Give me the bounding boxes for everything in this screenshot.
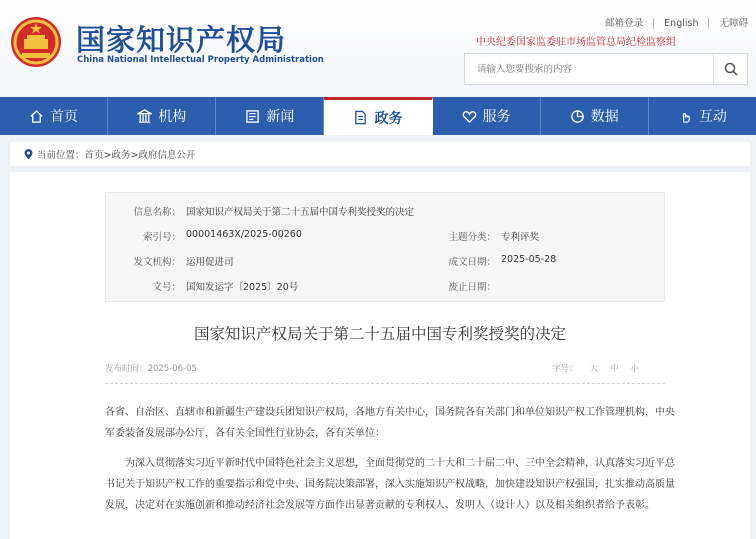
search-button[interactable] — [713, 54, 747, 84]
article-title: 国家知识产权局关于第二十五届中国专利奖授奖的决定 — [193, 325, 566, 343]
location-pin-icon — [24, 149, 33, 160]
nav-item-home[interactable] — [0, 97, 108, 135]
info-docno-label: 文号： — [152, 282, 181, 293]
nav-item-interaction[interactable] — [649, 97, 756, 135]
info-name-label: 信息名称： — [133, 207, 181, 218]
newspaper-icon — [245, 109, 260, 124]
nav-item-data[interactable] — [541, 97, 649, 135]
nav-label: 政务 — [374, 110, 403, 127]
accessibility-link[interactable]: 无障碍 — [719, 18, 748, 29]
article-paragraph-body: 为深入贯彻落实习近平新时代中国特色社会主义思想，全面贯彻党的二十大和二十届二中、三中全会精神，认真落实习近平总书记关于知识产权工作的重要指示和党中央、国务院决策部署，深入实施知识产权战略，加快建设知识产权强国，扎实推动高质量发展，决定对在实施创新和推动经济社会发展等方面作出显著贡献的专利权人、发明人（设计人）以及相关组织者给予表彰。 — [105, 458, 675, 511]
nav-item-organization[interactable] — [108, 97, 216, 135]
nav-item-services[interactable] — [433, 97, 541, 135]
nav-label: 服务 — [482, 109, 511, 125]
nav-label: 互动 — [698, 109, 727, 125]
info-index-label: 索引号： — [142, 232, 181, 243]
font-size-large[interactable]: 大 — [589, 364, 598, 374]
nav-item-news[interactable] — [216, 97, 324, 135]
meta-divider — [105, 383, 665, 384]
publish-time: 发布时间：2025-06-05 — [105, 364, 197, 374]
font-size-label: 字号： — [551, 364, 578, 374]
font-size-medium[interactable]: 中 — [609, 364, 619, 374]
service-icon — [462, 109, 477, 124]
search-box — [464, 53, 748, 85]
breadcrumb-prefix: 当前位置： — [37, 150, 85, 161]
article-panel — [10, 172, 750, 539]
font-size-small[interactable]: 小 — [630, 364, 639, 374]
info-issuer-label: 发文机构： — [133, 257, 181, 268]
info-date-value: 2025-05-28 — [501, 254, 557, 265]
english-link[interactable]: English — [654, 18, 709, 29]
main-nav — [0, 97, 756, 135]
info-issuer-value: 运用促进司 — [186, 257, 234, 268]
nav-label: 首页 — [50, 109, 79, 125]
article-meta — [105, 362, 665, 376]
site-title[interactable]: 国家知识产权局 — [76, 23, 287, 57]
breadcrumb-path[interactable]: 首页>政务>政府信息公开 — [84, 150, 196, 161]
nav-label: 机构 — [158, 109, 187, 125]
chart-icon — [570, 109, 585, 124]
search-icon — [724, 62, 738, 76]
info-docno-value: 国知发运字〔2025〕20号 — [186, 282, 299, 293]
font-size-switcher — [552, 362, 639, 374]
nav-item-government-affairs[interactable] — [324, 97, 432, 135]
top-links — [595, 18, 750, 29]
info-metadata-box — [105, 192, 665, 302]
info-topic-label: 主题分类： — [448, 232, 496, 243]
supervision-link[interactable]: 中央纪委国家监委驻市场监管总局纪检监察组 — [476, 37, 676, 48]
site-title-english: China National Intellectual Property Administration — [77, 55, 324, 65]
breadcrumb — [10, 142, 750, 166]
site-header — [0, 0, 756, 97]
nav-label: 数据 — [590, 109, 619, 125]
nav-label: 新闻 — [266, 109, 295, 125]
search-input[interactable] — [465, 54, 713, 84]
home-icon — [29, 109, 44, 124]
national-emblem-icon[interactable] — [10, 15, 62, 69]
info-date-label: 成文日期： — [448, 257, 496, 268]
building-icon — [137, 109, 152, 124]
info-name-value: 国家知识产权局关于第二十五届中国专利奖授奖的决定 — [186, 207, 415, 218]
document-icon — [353, 110, 368, 125]
mail-login-link[interactable]: 邮箱登录 — [595, 18, 654, 29]
interact-icon — [678, 109, 693, 124]
info-topic-value: 专利评奖 — [501, 232, 540, 243]
article-paragraph-addressees: 各省、自治区、直辖市和新疆生产建设兵团知识产权局，各地方有关中心，国务院各有关部门和单位知识产权工作管理机构，中央军委装备发展部办公厅，各有关全国性行业协会，各有关单位： — [105, 407, 675, 439]
info-index-value: 00001463X/2025-00260 — [186, 229, 302, 240]
info-repeal-label: 废止日期： — [448, 282, 496, 293]
